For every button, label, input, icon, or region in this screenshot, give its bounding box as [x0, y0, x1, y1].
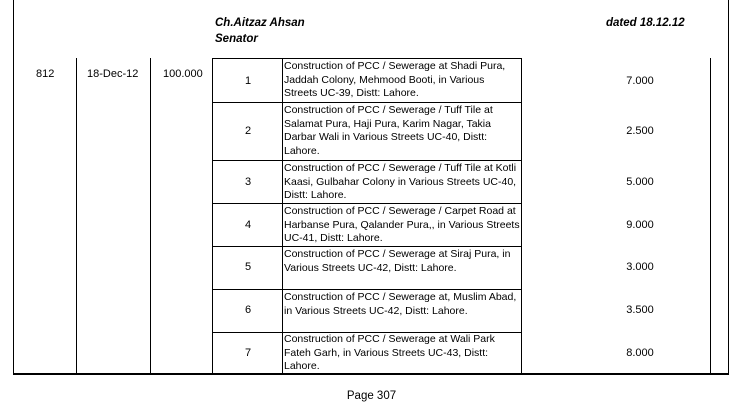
dated-label: dated 18.12.12	[606, 17, 685, 29]
record-total: 100.000	[163, 68, 203, 80]
row-description: Construction of PCC / Sewerage at Wali Park Fateh Garh, in Various Streets UC-43, Distt: Lahore.	[284, 333, 495, 373]
serial-number: 812	[36, 68, 55, 80]
row-amount: 3.500	[626, 304, 654, 316]
row-description: Construction of PCC / Sewerage / Tuff Tile at Kotli Kaasi, Gulbahar Colony in Various Streets UC-40, Distt: Lahore.	[284, 162, 517, 202]
col-sep-2	[150, 58, 151, 374]
row-sep	[212, 160, 521, 161]
row-amount: 2.500	[626, 125, 654, 137]
row-number: 7	[244, 347, 252, 359]
row-sep	[212, 289, 521, 290]
row-description: Construction of PCC / Sewerage at, Muslim Abad, in Various Streets UC-42, Distt: Lahore.	[284, 291, 517, 317]
row-sep	[212, 102, 521, 103]
row-description: Construction of PCC / Sewerage at Siraj Pura, in Various Streets UC-42, Distt: Lahore.	[284, 248, 511, 274]
row-number: 4	[244, 219, 252, 231]
row-amount: 9.000	[626, 219, 654, 231]
frame-right-line	[728, 0, 729, 374]
col-sep-3	[212, 58, 213, 374]
col-sep-4	[282, 58, 283, 374]
col-sep-6	[710, 58, 711, 374]
row-description: Construction of PCC / Sewerage / Carpet Road at Harbanse Pura, Qalander Pura,, in Various Streets UC-41, Distt: Lahore.	[284, 205, 520, 245]
member-name: Ch.Aitzaz Ahsan	[215, 17, 305, 29]
row-number: 3	[244, 176, 252, 188]
row-sep	[212, 246, 521, 247]
row-number: 5	[244, 261, 252, 273]
row-amount: 8.000	[626, 347, 654, 359]
row-description: Construction of PCC / Sewerage / Tuff Tile at Salamat Pura, Haji Pura, Karim Nagar, Takia Darbar Wali in Various Streets UC-40, Distt: Lahore.	[284, 104, 493, 158]
row-number: 1	[244, 75, 252, 87]
col-sep-1	[76, 58, 77, 374]
row-sep	[212, 203, 521, 204]
frame-left-line	[13, 0, 14, 374]
member-title: Senator	[215, 33, 258, 45]
page-number: Page 307	[346, 390, 397, 402]
row-amount: 3.000	[626, 261, 654, 273]
row-amount: 5.000	[626, 176, 654, 188]
row-number: 6	[244, 304, 252, 316]
row-description: Construction of PCC / Sewerage at Shadi Pura, Jaddah Colony, Mehmood Booti, in Various Streets UC-39, Distt: Lahore.	[284, 60, 506, 100]
row-number: 2	[244, 125, 252, 137]
inner-top-line	[212, 58, 521, 59]
col-sep-5	[521, 58, 522, 374]
row-amount: 7.000	[626, 75, 654, 87]
record-date: 18-Dec-12	[87, 68, 139, 80]
